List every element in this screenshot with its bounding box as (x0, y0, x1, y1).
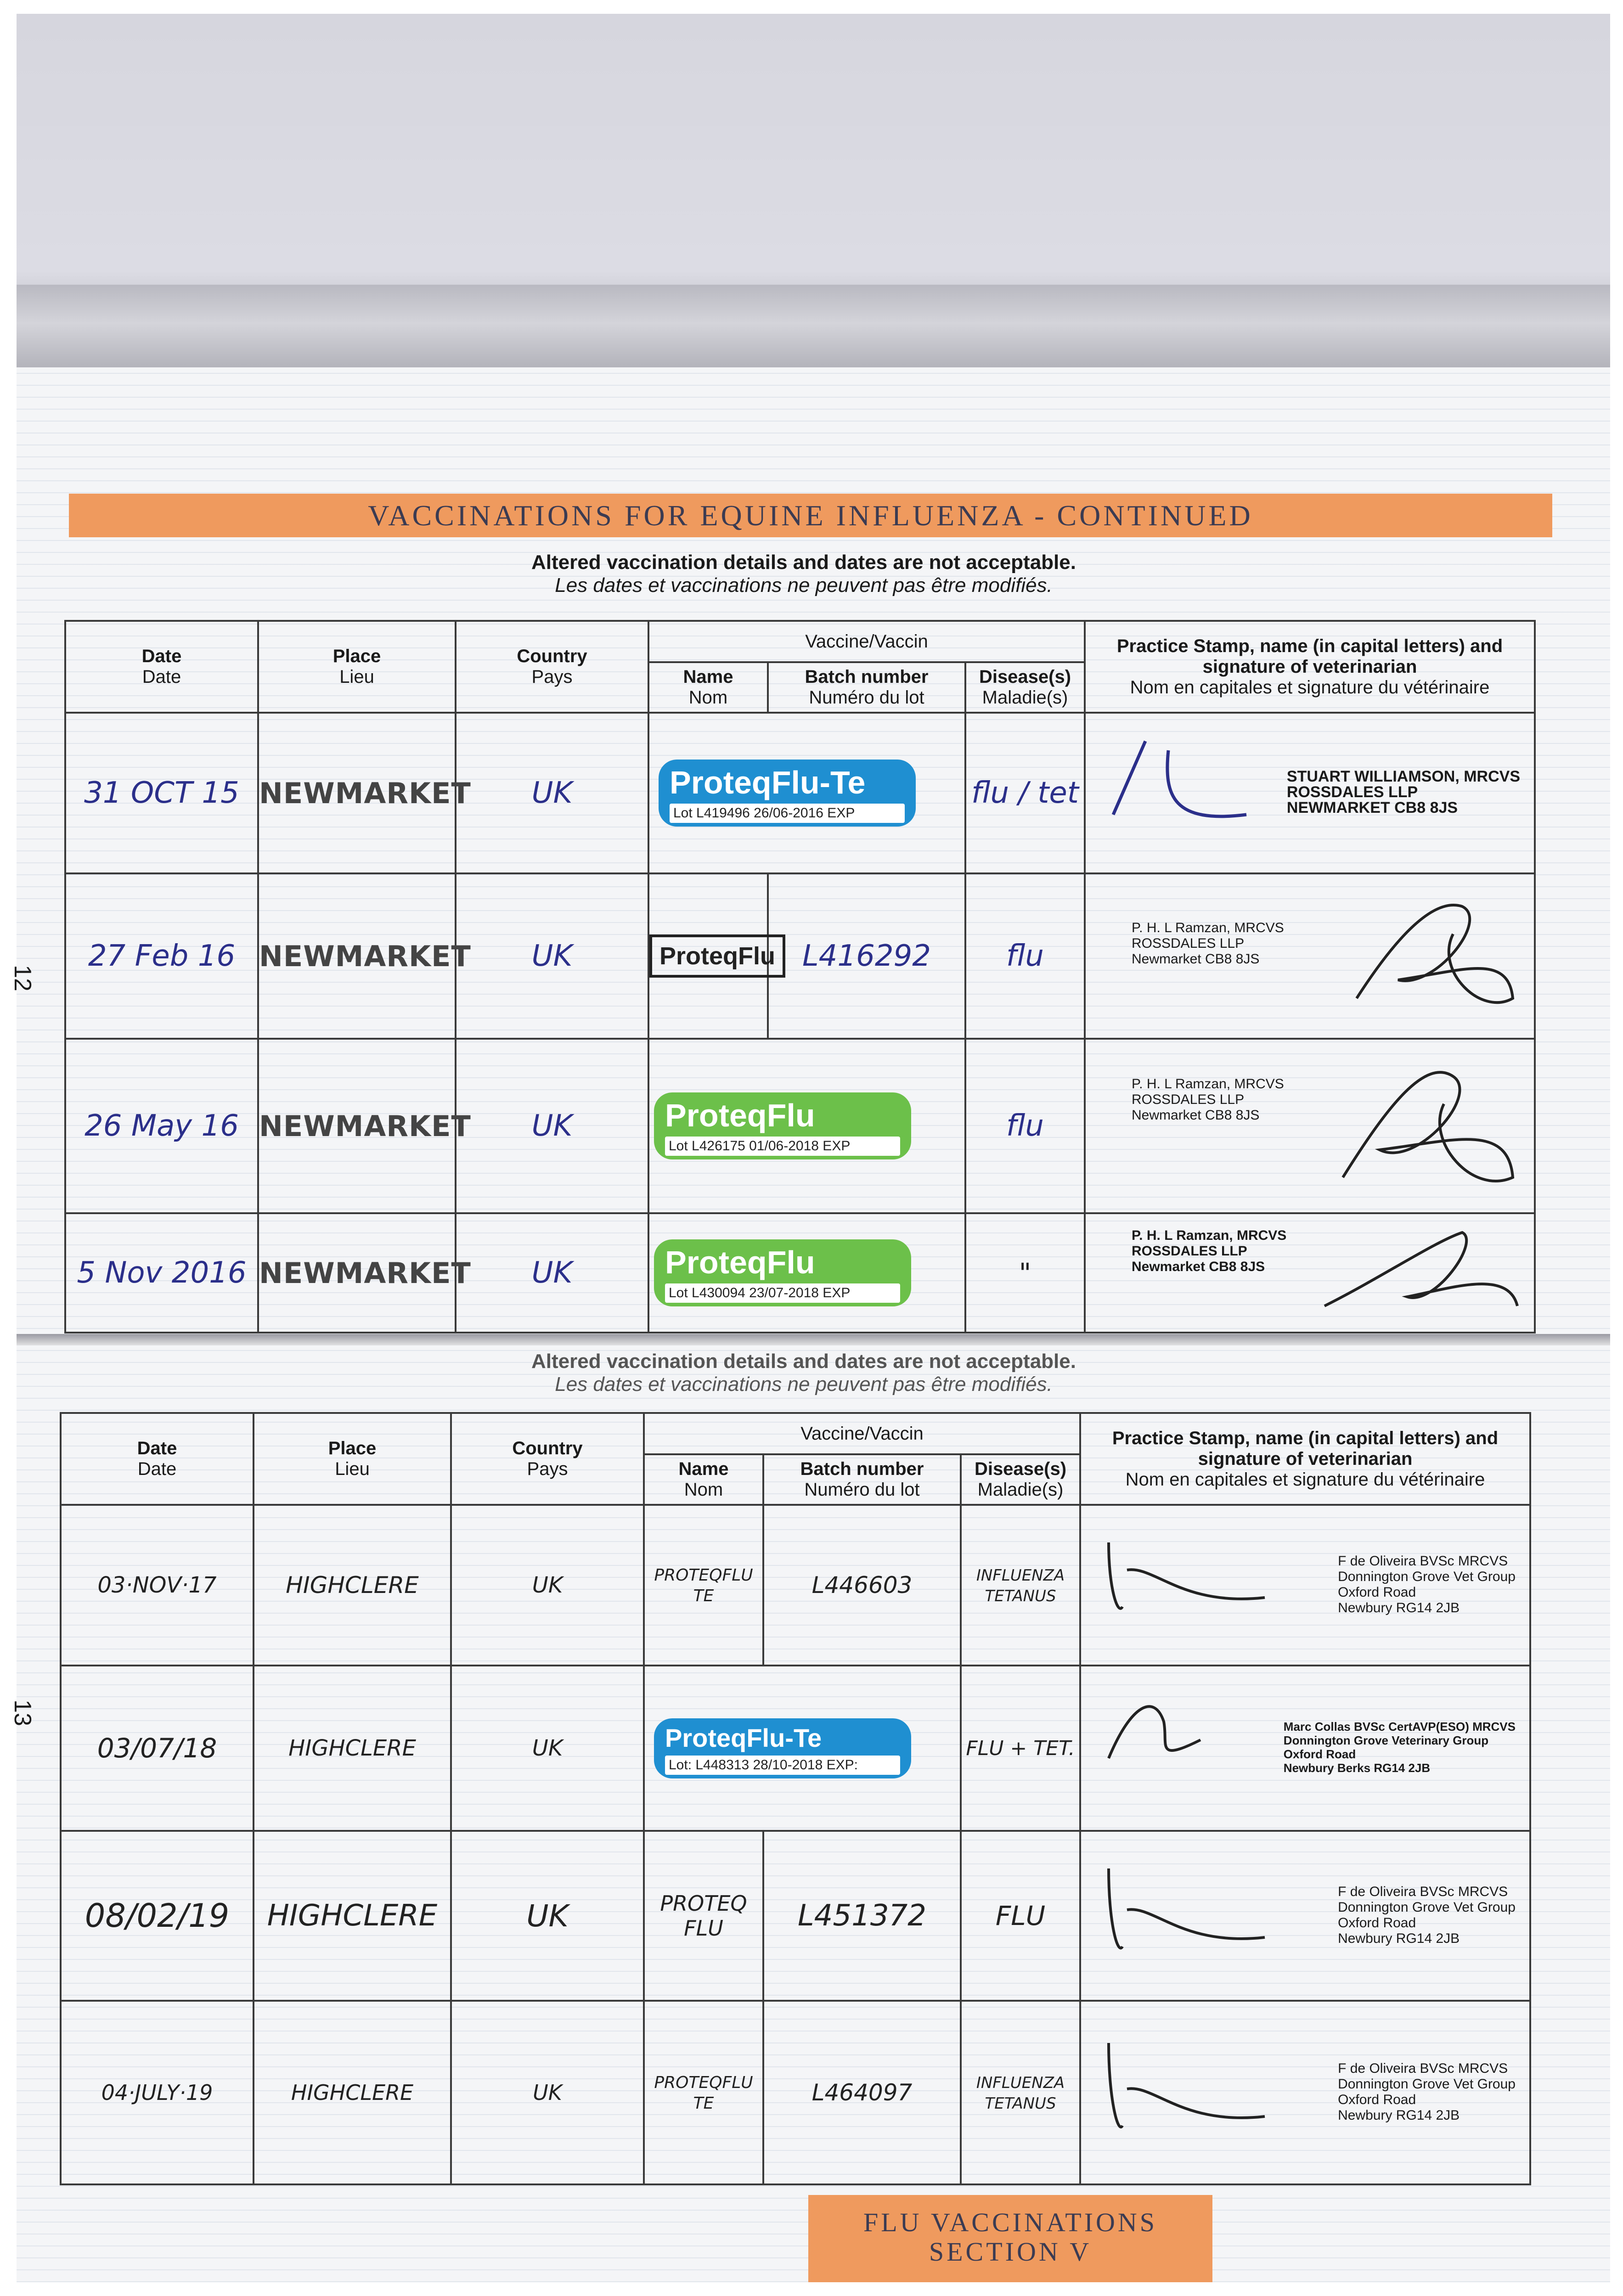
disease-entry: FLU + TET. (966, 1736, 1075, 1760)
country-entry: UK (531, 776, 573, 810)
date-entry: 03·NOV·17 (97, 1572, 217, 1598)
signature-graphic (1090, 2011, 1283, 2149)
table-row (65, 873, 1535, 1039)
place-entry: HIGHCLERE (286, 1572, 419, 1598)
notice-english: Altered vaccination details and dates are not acceptable. (531, 1350, 1076, 1373)
vaccine-sticker (654, 1092, 911, 1159)
table-row (61, 1505, 1530, 1666)
date-entry: 27 Feb 16 (88, 939, 236, 973)
disease-entry: " (1019, 1257, 1031, 1289)
date-entry: 04·JULY·19 (101, 2080, 213, 2105)
country-entry: UK (526, 1898, 569, 1934)
country-entry: UK (531, 1256, 573, 1290)
disease-entry: flu / tet (971, 776, 1079, 810)
vaccine-sticker (654, 1718, 911, 1778)
vaccine-lot: Lot: L448313 28/10-2018 EXP: (665, 1756, 900, 1775)
place-entry: HIGHCLERE (291, 2080, 414, 2105)
date-entry: 31 OCT 15 (84, 776, 239, 810)
vaccine-brand: ProteqFlu (665, 1097, 815, 1133)
header-name: Name Nom (648, 662, 768, 713)
header-name: Name Nom (644, 1454, 763, 1505)
batch-entry: L446603 (812, 1572, 913, 1598)
header-batch: Batch number Numéro du lot (768, 662, 965, 713)
vaccine-name-entry: PROTEQFLU TE (654, 1566, 753, 1605)
page-title-banner: VACCINATIONS FOR EQUINE INFLUENZA - CONTINUED (69, 494, 1552, 537)
vaccine-lot: Lot L426175 01/06-2018 EXP (665, 1137, 900, 1156)
vet-stamp: P. H. L Ramzan, MRCVS ROSSDALES LLP Newmarket CB8 8JS (1132, 1076, 1284, 1123)
disease-entry: INFLUENZA TETANUS (976, 1566, 1065, 1605)
vaccine-name-stamp: ProteqFlu (649, 934, 785, 978)
vaccine-lot: Lot L419496 26/06-2016 EXP (670, 804, 905, 823)
header-vaccine: Vaccine/Vaccin (644, 1413, 1080, 1454)
vet-stamp: P. H. L Ramzan, MRCVS ROSSDALES LLP Newmarket CB8 8JS (1132, 920, 1284, 967)
vet-stamp: F de Oliveira BVSc MRCVS Donnington Grove Vet Group Oxford Road Newbury RG14 2JB (1338, 1553, 1516, 1615)
notice (413, 1350, 1194, 1396)
place-stamp: NEWMARKET (259, 1256, 471, 1290)
disease-entry: flu (1006, 939, 1044, 973)
place-entry: HIGHCLERE (267, 1899, 438, 1933)
practice-stamp-cell (1085, 1039, 1535, 1213)
table-row (65, 1213, 1535, 1333)
section-footer-banner (808, 2195, 1212, 2282)
page-number: 13 (9, 1699, 36, 1726)
place-stamp: NEWMARKET (259, 1109, 471, 1143)
vet-stamp: F de Oliveira BVSc MRCVS Donnington Grove Vet Group Oxford Road Newbury RG14 2JB (1338, 1884, 1516, 1946)
notice-french: Les dates et vaccinations ne peuvent pas être modifiés. (555, 574, 1053, 597)
practice-stamp-cell (1085, 713, 1535, 873)
vaccine-brand: ProteqFlu-Te (670, 765, 866, 800)
vaccine-brand: ProteqFlu-Te (665, 1723, 822, 1752)
date-entry: 26 May 16 (85, 1109, 239, 1143)
country-entry: UK (532, 1572, 563, 1598)
practice-stamp-cell (1085, 1213, 1535, 1333)
batch-entry: L451372 (798, 1899, 926, 1933)
practice-stamp-cell (1080, 2001, 1530, 2184)
batch-entry: L416292 (802, 939, 931, 973)
vaccination-table-page-13 (60, 1412, 1531, 2185)
signature-graphic (1324, 1040, 1527, 1205)
signature-graphic (1090, 1841, 1283, 1970)
header-practice-stamp: Practice Stamp, name (in capital letters) and signature of veterinarian Nom en capitales et signature du vétérinaire (1085, 621, 1535, 713)
header-date: Date Date (65, 621, 258, 713)
practice-stamp-cell (1080, 1831, 1530, 2001)
header-place: Place Lieu (254, 1413, 451, 1505)
notice (413, 551, 1194, 597)
disease-entry: FLU (995, 1900, 1046, 1931)
table-row (65, 1039, 1535, 1213)
vet-stamp: P. H. L Ramzan, MRCVS ROSSDALES LLP Newmarket CB8 8JS (1132, 1228, 1287, 1274)
footer-line-1: FLU VACCINATIONS (863, 2207, 1158, 2237)
vet-stamp: Marc Collas BVSc CertAVP(ESO) MRCVS Donnington Grove Veterinary Group Oxford Road Newbury Berks RG14 2JB (1283, 1720, 1516, 1775)
vet-stamp: F de Oliveira BVSc MRCVS Donnington Grove Vet Group Oxford Road Newbury RG14 2JB (1338, 2061, 1516, 2123)
header-country: Country Pays (451, 1413, 644, 1505)
practice-stamp-cell (1080, 1666, 1530, 1831)
table-row (65, 713, 1535, 873)
vaccination-table-page-12 (64, 620, 1536, 1334)
signature-graphic (1090, 1676, 1228, 1786)
place-stamp: NEWMARKET (259, 776, 471, 810)
signature-graphic (1315, 1214, 1527, 1329)
country-entry: UK (532, 1735, 563, 1761)
vet-stamp: STUART WILLIAMSON, MRCVS ROSSDALES LLP NEWMARKET CB8 8JS (1286, 768, 1520, 816)
page-number: 12 (9, 965, 36, 991)
vaccine-name-entry: PROTEQFLU TE (654, 2073, 753, 2113)
vaccine-lot: Lot L430094 23/07-2018 EXP (665, 1283, 900, 1303)
practice-stamp-cell (1080, 1505, 1530, 1666)
batch-entry: L464097 (812, 2079, 913, 2106)
header-disease: Disease(s) Maladie(s) (965, 662, 1085, 713)
date-entry: 03/07/18 (97, 1733, 217, 1764)
place-entry: HIGHCLERE (288, 1735, 416, 1761)
table-row (61, 1666, 1530, 1831)
practice-stamp-cell (1085, 873, 1535, 1039)
header-batch: Batch number Numéro du lot (763, 1454, 961, 1505)
header-practice-stamp: Practice Stamp, name (in capital letters) and signature of veterinarian Nom en capitales et signature du vétérinaire (1080, 1413, 1530, 1505)
date-entry: 08/02/19 (85, 1897, 230, 1935)
vaccine-sticker (654, 1239, 911, 1306)
place-stamp: NEWMARKET (259, 939, 471, 973)
table-row (61, 1831, 1530, 2001)
header-place: Place Lieu (258, 621, 456, 713)
disease-entry: INFLUENZA TETANUS (976, 2074, 1065, 2113)
vaccine-sticker (659, 760, 916, 827)
country-entry: UK (531, 939, 573, 973)
signature-graphic (1095, 723, 1269, 842)
scanner-shadow (17, 285, 1610, 381)
signature-graphic (1090, 1515, 1283, 1625)
notice-french: Les dates et vaccinations ne peuvent pas être modifiés. (555, 1373, 1053, 1396)
country-entry: UK (533, 2080, 562, 2105)
header-country: Country Pays (456, 621, 648, 713)
table-row (61, 2001, 1530, 2184)
header-disease: Disease(s) Maladie(s) (961, 1454, 1080, 1505)
vaccine-brand: ProteqFlu (665, 1244, 815, 1280)
vaccine-name-entry: PROTEQ FLU (660, 1891, 747, 1941)
date-entry: 5 Nov 2016 (77, 1256, 247, 1290)
country-entry: UK (531, 1109, 573, 1143)
header-date: Date Date (61, 1413, 254, 1505)
signature-graphic (1343, 879, 1527, 1030)
notice-english: Altered vaccination details and dates are not acceptable. (531, 551, 1076, 574)
header-vaccine: Vaccine/Vaccin (648, 621, 1085, 662)
disease-entry: flu (1006, 1109, 1044, 1143)
footer-line-2: SECTION V (929, 2237, 1092, 2267)
